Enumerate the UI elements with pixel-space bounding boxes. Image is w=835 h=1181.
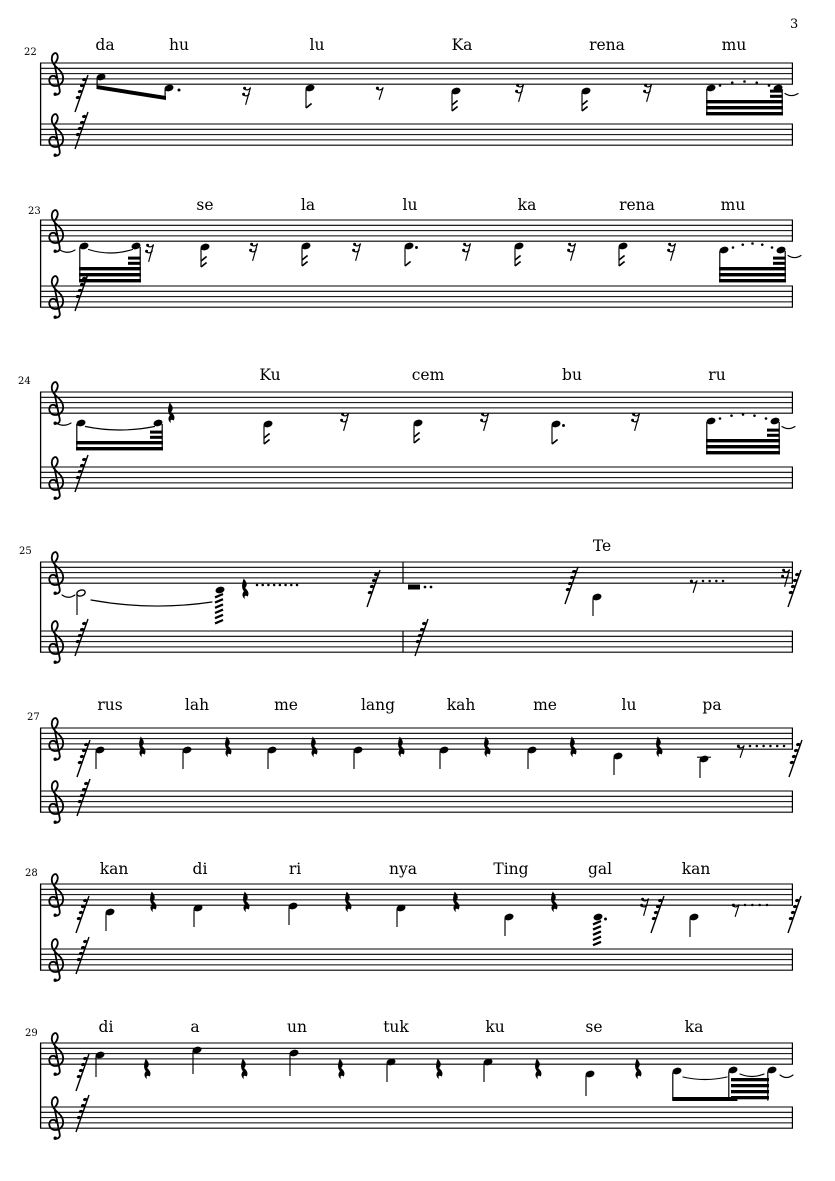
- sixteenth-rest: [352, 243, 360, 261]
- treble-clef-icon: [49, 53, 63, 96]
- staff-lines: [40, 286, 793, 307]
- treble-clef-icon: [49, 114, 63, 157]
- lyric-syllable: ka: [684, 1018, 704, 1036]
- treble-clef-icon: [49, 939, 63, 982]
- notehead: [770, 417, 780, 425]
- tremolo-beamed-pair: [706, 413, 795, 454]
- lyric-syllable: lu: [402, 196, 418, 214]
- grace-roll-slash-icon: [75, 112, 88, 149]
- sixteenth-rest: [480, 413, 488, 431]
- notehead: [215, 586, 225, 594]
- quarter-note: [288, 902, 298, 925]
- staff-lines: [40, 1107, 793, 1128]
- staff-lines: [40, 467, 793, 488]
- lyric-syllable: di: [98, 1018, 114, 1036]
- staff-lines: [40, 63, 793, 84]
- eighth-rest: [690, 580, 697, 593]
- quarter-note: [182, 746, 192, 769]
- quarter-rest: [338, 1059, 344, 1080]
- dotted-line: [702, 580, 725, 583]
- treble-clef-icon: [49, 781, 63, 824]
- quarter-rest: [656, 737, 662, 758]
- system-27: [27, 696, 802, 824]
- grace-roll-slash-icon: [788, 896, 801, 933]
- quarter-note: [689, 913, 699, 937]
- sixteenth-rest: [667, 243, 675, 261]
- quarter-rest: [139, 737, 145, 758]
- staff-lines: [40, 1043, 793, 1064]
- sixteenth-rest: [462, 243, 470, 261]
- quarter-note: [105, 908, 115, 931]
- treble-clef-icon: [49, 1097, 63, 1140]
- notehead: [153, 419, 163, 427]
- quarter-rest: [241, 1059, 247, 1080]
- lyric-syllable: ri: [288, 860, 302, 878]
- quarter-rest: [635, 1059, 641, 1080]
- quarter-note: [267, 746, 277, 769]
- grace-roll-slash-icon: [415, 619, 428, 656]
- system-24: [18, 366, 795, 500]
- notehead: [593, 913, 603, 921]
- grace-roll-slash-icon: [76, 1054, 89, 1091]
- note: [305, 84, 315, 108]
- eighth-rest: [737, 745, 744, 758]
- treble-clef-icon: [49, 382, 63, 425]
- treble-clef-icon: [49, 1033, 63, 1076]
- half-rest: [408, 585, 432, 590]
- staff-lines: [40, 791, 793, 812]
- lyric-syllable: me: [533, 696, 557, 714]
- lyric-syllable: rena: [589, 36, 625, 54]
- sixteenth-rest: [643, 84, 651, 102]
- measure-number: 22: [24, 47, 37, 58]
- grace-roll-slash-icon: [75, 455, 88, 492]
- measure-number: 24: [18, 376, 31, 387]
- lyric-syllable: ku: [485, 1018, 505, 1036]
- quarter-note: [192, 1046, 202, 1074]
- note: [451, 87, 461, 111]
- quarter-note: [353, 746, 363, 769]
- dotted-slur: [719, 413, 768, 420]
- dotted-line: [256, 584, 299, 587]
- sixteenth-rest: [242, 87, 250, 105]
- quarter-note: [592, 593, 602, 616]
- grace-roll-slash-icon: [76, 896, 89, 933]
- tremolo-beamed-pair: [719, 242, 801, 282]
- treble-clef-icon: [49, 874, 63, 917]
- lyric-syllable: gal: [587, 860, 613, 878]
- note: [301, 242, 311, 266]
- grace-roll-slash-icon: [788, 570, 801, 607]
- lyric-syllable: rus: [97, 696, 123, 714]
- half-note: [76, 589, 86, 615]
- quarter-rest: [436, 1059, 442, 1080]
- quarter-rest: [484, 737, 490, 758]
- slur: [91, 600, 212, 606]
- lyric-syllable: ka: [517, 196, 537, 214]
- note: [551, 420, 565, 444]
- note: [618, 242, 628, 266]
- notehead: [719, 246, 729, 254]
- measure-number: 23: [28, 206, 41, 217]
- note: [263, 420, 273, 444]
- system-29: [25, 1018, 793, 1140]
- measure-number: 25: [19, 546, 32, 557]
- tremolo-stem-note: [593, 913, 607, 945]
- tremolo-beamed-pair: [706, 80, 798, 115]
- lyric-syllable: Ku: [259, 366, 281, 384]
- staff-lines: [40, 562, 793, 583]
- lyric-syllable: se: [585, 1018, 603, 1036]
- quarter-rest: [311, 737, 317, 758]
- quarter-note: [386, 1058, 396, 1082]
- lyric-syllable: a: [190, 1018, 200, 1036]
- quarter-note: [483, 1058, 493, 1082]
- dotted-line: [749, 745, 786, 748]
- quarter-note: [527, 746, 537, 769]
- notehead: [776, 246, 786, 254]
- grace-roll-slash-icon: [76, 937, 89, 974]
- notehead: [76, 419, 86, 427]
- lyric-syllable: Ka: [451, 36, 473, 54]
- system-28: [25, 860, 801, 982]
- lyric-syllable: kan: [99, 860, 129, 878]
- lyric-syllable: lah: [184, 696, 210, 714]
- grace-roll-slash-icon: [75, 75, 88, 112]
- quarter-note: [439, 746, 449, 769]
- quarter-note: [613, 752, 623, 775]
- treble-clef-icon: [49, 457, 63, 500]
- measure-number: 28: [25, 868, 38, 879]
- lyric-syllable: bu: [562, 366, 582, 384]
- measure-number: 29: [25, 1028, 38, 1039]
- tremolo-beamed-pair: [79, 242, 141, 282]
- lyric-syllable: tuk: [383, 1018, 409, 1036]
- system-22: [24, 36, 798, 157]
- treble-clef-icon: [49, 621, 63, 664]
- notehead: [79, 242, 89, 250]
- lyric-syllable: ru: [708, 366, 726, 384]
- system-25: [19, 537, 801, 664]
- lyric-syllable: lu: [621, 696, 637, 714]
- grace-roll-slash-icon: [75, 619, 88, 656]
- lyric-syllable: cem: [411, 366, 445, 384]
- quarter-note: [289, 1049, 299, 1076]
- sixteenth-rest: [515, 84, 523, 102]
- grace-roll-slash-icon: [789, 740, 802, 777]
- measure-number: 27: [27, 712, 40, 723]
- quarter-note: [95, 746, 105, 769]
- treble-clef-icon: [49, 552, 63, 595]
- grace-roll-slash-icon: [367, 570, 380, 607]
- lyric-syllable: mu: [720, 196, 746, 214]
- tremolo-stem-note: [215, 586, 225, 623]
- quarter-note: [193, 904, 203, 927]
- page-number: 3: [790, 17, 799, 32]
- lyric-syllable: da: [95, 36, 115, 54]
- grace-roll-slash-icon: [651, 896, 664, 933]
- notehead: [706, 84, 716, 92]
- quarter-rest: [144, 1059, 150, 1080]
- treble-clef-icon: [49, 210, 63, 253]
- notehead: [728, 1066, 738, 1074]
- staff-lines: [40, 949, 793, 970]
- note: [200, 243, 210, 267]
- lyric-syllable: nya: [389, 860, 417, 878]
- lyric-syllable: mu: [721, 36, 747, 54]
- grace-roll-slash-icon: [77, 740, 90, 777]
- note: [413, 419, 423, 443]
- quarter-rest: [535, 1059, 541, 1080]
- sixteenth-rest: [340, 413, 348, 431]
- sixteenth-rest: [145, 244, 153, 262]
- treble-clef-icon: [49, 718, 63, 761]
- quarter-note: [396, 904, 406, 927]
- quarter-note: [585, 1070, 595, 1096]
- lyric-syllable: pa: [702, 696, 722, 714]
- lyric-syllable: se: [196, 196, 214, 214]
- grace-roll-slash-icon: [77, 779, 90, 816]
- lyric-syllable: hu: [169, 36, 189, 54]
- notehead: [672, 1067, 682, 1075]
- staff-lines: [40, 728, 793, 749]
- note: [581, 87, 591, 111]
- quarter-note: [697, 755, 711, 778]
- notehead: [706, 417, 716, 425]
- lyric-syllable: kah: [446, 696, 476, 714]
- dotted-slur: [732, 242, 774, 249]
- tie: [60, 250, 75, 252]
- lyric-syllable: me: [274, 696, 298, 714]
- lyric-syllable: rena: [619, 196, 655, 214]
- notehead: [767, 1066, 777, 1074]
- note: [404, 242, 418, 266]
- quarter-note: [504, 913, 514, 936]
- eighth-rest: [376, 87, 383, 100]
- sixteenth-rest: [631, 413, 639, 431]
- quarter-rest: [242, 579, 248, 600]
- lyric-syllable: Te: [592, 537, 612, 555]
- beamed-eighth-pair: [96, 73, 180, 100]
- quarter-rest: [398, 737, 404, 758]
- treble-clef-icon: [49, 276, 63, 319]
- system-23: [28, 196, 801, 319]
- dotted-slur: [719, 80, 771, 87]
- lyric-syllable: lu: [309, 36, 325, 54]
- lyric-syllable: kan: [681, 860, 711, 878]
- staff-lines: [40, 124, 793, 145]
- tied-tremolo-group: [672, 1066, 793, 1101]
- lyric-syllable: la: [300, 196, 316, 214]
- lyric-syllable: lang: [360, 696, 396, 714]
- sixteenth-rest: [249, 243, 257, 261]
- tie: [62, 595, 75, 597]
- staff-lines: [40, 392, 793, 413]
- lyric-syllable: un: [287, 1018, 307, 1036]
- grace-roll-slash-icon: [76, 1095, 89, 1132]
- staff-lines: [40, 220, 793, 241]
- quarter-rest: [570, 737, 576, 758]
- lyric-syllable: di: [192, 860, 208, 878]
- sixteenth-rest: [567, 243, 575, 261]
- tremolo-beamed-pair: [76, 419, 163, 450]
- lyric-syllable: Ting: [493, 860, 529, 878]
- note: [514, 242, 524, 266]
- notehead: [131, 242, 141, 250]
- quarter-rest: [225, 737, 231, 758]
